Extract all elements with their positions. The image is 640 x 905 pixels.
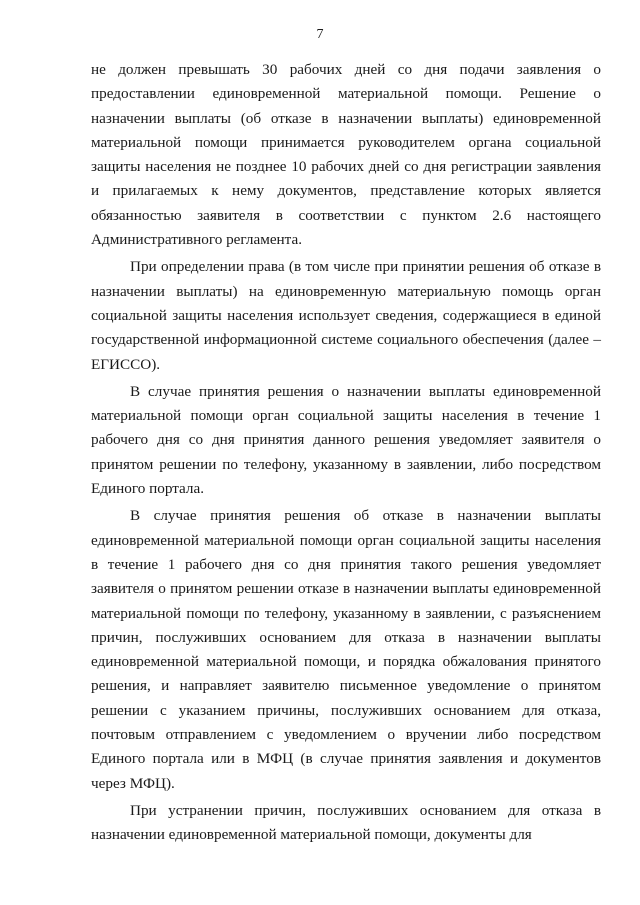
paragraph-refusal-notice: В случае принятия решения об отказе в назначении выплаты единовременной материальной помощи орган социальной защиты населения в течение 1 рабочего дня со дня принятия такого решения уведомляет заявителя о принятом решении отказе в назначении выплаты единовременной материальной помощи по телефону, указанному в заявлении, с разъяснением причин, послуживших основанием для отказа в назначении выплаты единовременной материальной помощи, и порядка обжалования принятого решения, и направляет заявителю письменное уведомление о принятом решении с указанием причины, послуживших основанием для отказа, почтовым отправлением с уведомлением о вручении либо посредством Единого портала или в МФЦ (в случае принятия заявления и документов через МФЦ). — [91, 507, 601, 792]
paragraph-continuation: не должен превышать 30 рабочих дней со дня подачи заявления о предоставлении единовременной материальной помощи. Решение о назначении выплаты (об отказе в назначении выплаты) единовременной материальной помощи принимается руководителем органа социальной защиты населения не позднее 10 рабочих дней со дня регистрации заявления и прилагаемых к нему документов, представление которых является обязанностью заявителя в соответствии с пунктом 2.6 настоящего Административного регламента. — [91, 61, 601, 249]
document-body — [91, 58, 601, 848]
page-number: 7 — [316, 27, 324, 42]
paragraph-approval-notice: В случае принятия решения о назначении выплаты единовременной материальной помощи орган социальной защиты населения в течение 1 рабочего дня со дня принятия данного решения уведомляет заявителя о принятом решении по телефону, указанному в заявлении, либо посредством Единого портала. — [91, 382, 601, 498]
paragraph-elimination: При устранении причин, послуживших основанием для отказа в назначении единовременной материальной помощи, документы для — [91, 801, 601, 844]
paragraph-egisso: При определении права (в том числе при принятии решения об отказе в назначении выплаты) на единовременную материальную помощь орган социальной защиты населения использует сведения, содержащиеся в единой государственной информационной системе социального обеспечения (далее – ЕГИССО). — [91, 258, 601, 373]
